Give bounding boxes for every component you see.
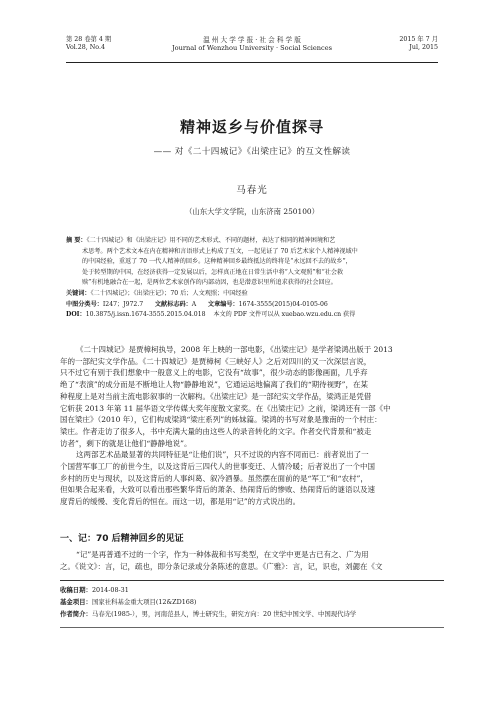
body-line: 乡村的历史与现状，以及这背后的人事纠葛、叙冷酒暴。虽然摆在面前的是“军工”和“农村”， <box>60 473 368 483</box>
body-line: 这两部艺术品最显著的共同特征是“让他们说”，只不过说的内容不同而已：前者说出了一 <box>76 450 369 460</box>
pdf-note: 本文的 PDF 文件可以从 xuebao.wzu.edu.cn 获得 <box>213 311 356 319</box>
footnote-bottom-divider <box>60 627 444 628</box>
body-line: 访者”，剩下的就是让他们“静静地说”。 <box>60 438 192 448</box>
section-heading: 一、记：70 后精神回乡的见证 <box>60 534 184 544</box>
footnote-funding: 基金项目：国家社科基金重大项目(12&ZD168) <box>60 598 197 606</box>
footnotes <box>60 584 444 620</box>
abstract-line: 术思考。两个艺术文本在内在精神和言语形式上构成了互文，一起见证了 70 后艺术家个人精神视域中 <box>82 247 358 255</box>
keywords-text: 《二十四城记》；《出梁庄记》；70 后；人文观照；中国经验 <box>90 289 248 297</box>
classification-line: 中图分类号：I247；J972.7 文献标志码：A 文章编号：1674-3555(2015)04-0105-06 <box>66 300 328 308</box>
abstract-line: 赎”有机地融合在一起，是两位艺术家创作的内部动因，也是潜意识里所追求获得的社会回应。 <box>82 279 337 287</box>
header-divider <box>66 62 438 63</box>
body-text <box>60 344 444 508</box>
volume-cn: 第 28 卷第 4 期 <box>66 36 112 43</box>
doi-label: DOI： <box>66 311 86 319</box>
abstract-block <box>66 236 438 321</box>
volume-en: Vol.28, No.4 <box>66 44 105 51</box>
doi-value: 10.3875/j.issn.1674-3555.2015.04.018 <box>85 311 206 319</box>
body-line: 绝了“表演”的成分而是不断地让人物“静静地说”，它通运运地偏离了我们的“期待视野”，在某 <box>60 380 369 390</box>
abstract-line: 处于转型期的中国，在经济获得一定发展以后，怎样真正地在日常生活中将“人文观照”和“社会救 <box>82 268 344 276</box>
journal-title-en: Journal of Wenzhou University · Social Sciences <box>171 44 333 52</box>
abstract-line: 的中国经验，重返了 70 一代人精神的回乡。这种精神回乡最终抵达的终将是“永远回不去的故乡”， <box>82 258 352 266</box>
author-affiliation: （山东大学文学院，山东济南 250100） <box>184 207 320 216</box>
body-line: 国在梁庄》（2010 年），它们构成梁鸿“梁庄系列”的姊妹篇。梁鸿的书写对象是豫南的一个村庄： <box>60 415 382 425</box>
body-line: 它斩获 2013 年第 11 届华语文学传媒大奖年度散文家奖。在《出梁庄记》之前，梁鸿还有一部《中 <box>60 403 391 413</box>
issue-date <box>399 36 438 52</box>
body-line: 之。《说文》：言，记，疏也，即分条记录或分条陈述的意思。《广雅》：言，记，识也，刘勰在《文 <box>60 561 383 571</box>
body-line: 个国营军事工厂的前世今生，以及这背后三四代人的世事变迁、人情冷暖；后者说出了一个中国 <box>60 462 375 472</box>
body-line: “记”是再普通不过的一个字，作为一种体裁和书写类型，在文学中更是古已有之、广为用 <box>76 550 369 559</box>
journal-info <box>66 36 438 52</box>
clc-number: I247；J972.7 <box>102 300 144 308</box>
abstract-line: 摘 要：《二十四城记》和《出梁庄记》用不同的艺术形式、不同的题材，表达了相同的精神困境和艺 <box>66 237 336 244</box>
footnote-author-bio: 作者简介：马春光(1985-），男，河南范县人，博士研究生，研究方向：20 世纪中国文学、中国现代诗学 <box>60 610 357 618</box>
footnote-divider <box>60 580 444 581</box>
journal-title-cn: 温 州 大 学 学 报 · 社 会 科 学 版 <box>203 36 301 44</box>
body-line: 种程度上是对当前主流电影叙事的一次解构。《出梁庄记》是一部纪实文学作品，梁鸿正是凭借 <box>60 391 372 401</box>
date-en: Jul, 2015 <box>409 44 438 51</box>
doi-line <box>66 310 438 321</box>
author-name: 马春光 <box>236 185 268 196</box>
body-line: 梁庄。作者走访了很多人，书中充满大量的由这些人的录音转化的文字。作者交代背景和“被走 <box>60 426 372 436</box>
body-line: 度背后的缓慢、变化背后的恒在。而这一切，都是用“记”的方式说出的。 <box>60 497 301 507</box>
document-code: A <box>191 300 197 308</box>
section-text <box>60 549 444 572</box>
date-cn: 2015 年 7 月 <box>399 36 438 43</box>
keywords-label: 关键词： <box>66 289 91 297</box>
abstract-label: 摘 要： <box>66 237 87 244</box>
running-header <box>66 36 438 60</box>
footnote-received: 收稿日期：2014-08-31 <box>60 586 129 594</box>
body-line: 年的一部纪实文学作品。《二十四城记》是贾樟柯《三峡好人》之后对四川的又一次深层言说， <box>60 356 372 366</box>
article-subtitle: —— 对《二十四城记》《出梁庄记》的互文性解读 <box>153 147 351 157</box>
body-line: 但如果合起来看，大致可以看出那些繁华背后的萧条、热闹背后的惨败、热闹背后的谜语以及速 <box>60 485 375 495</box>
body-line: 《二十四城记》是贾樟柯执导，2008 年上映的一部电影，《出梁庄记》是学者梁鸿出版于 2013 <box>76 345 393 354</box>
article-number: 1674-3555(2015)04-0105-06 <box>238 300 328 308</box>
keywords-line <box>66 289 438 300</box>
article-title: 精神返乡与价值探寻 <box>179 118 324 136</box>
body-line: 只不过它有别于我们想象中一般意义上的电影，它没有“故事”，很少动态的影像画面，几乎弃 <box>60 368 368 378</box>
